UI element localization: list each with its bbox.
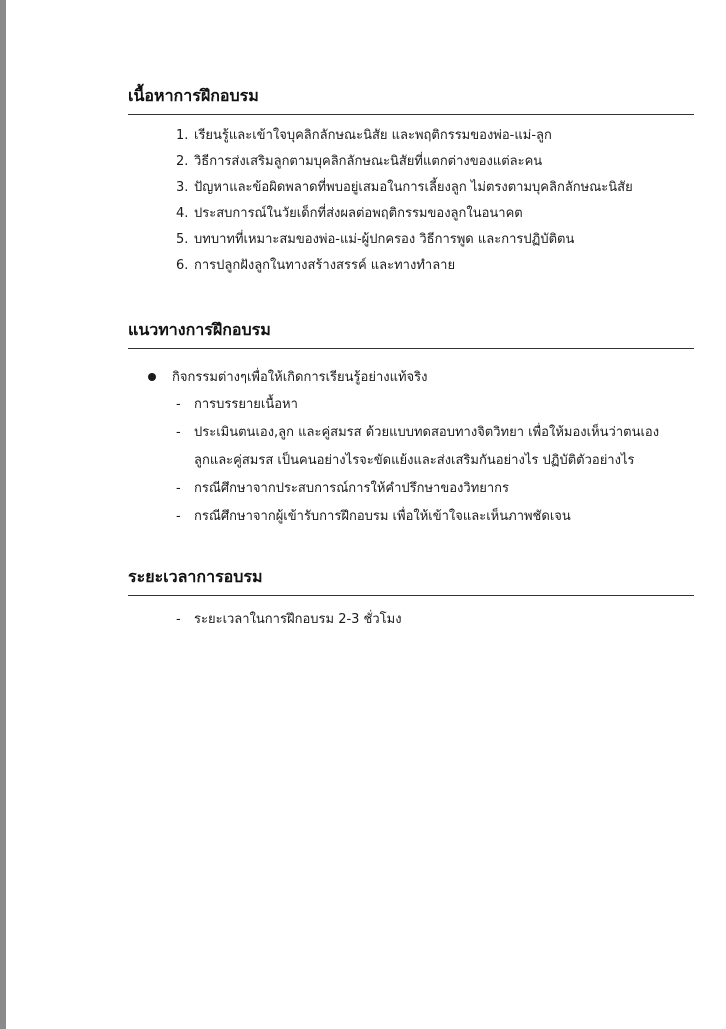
item-text: ระยะเวลาในการฝึกอบรม 2-3 ชั่วโมง <box>194 612 402 627</box>
section-divider <box>128 348 694 349</box>
dash-icon: - <box>176 481 181 496</box>
item-number: 1. <box>176 128 189 143</box>
item-text: กรณีศึกษาจากผู้เข้ารับการฝึกอบรม เพื่อให้เข้าใจและเห็นภาพชัดเจน <box>194 509 571 524</box>
dash-icon: - <box>176 397 181 412</box>
list-item <box>128 123 694 149</box>
list-item <box>128 419 694 475</box>
item-number: 6. <box>176 258 189 273</box>
item-text: เรียนรู้และเข้าใจบุคลิกลักษณะนิสัย และพฤติกรรมของพ่อ-แม่-ลูก <box>194 128 552 143</box>
section-title-approach: แนวทางการฝึกอบรม <box>128 320 271 339</box>
item-text: วิธีการส่งเสริมลูกตามบุคลิกลักษณะนิสัยที่แตกต่างของแต่ละคน <box>194 154 543 169</box>
list-item <box>128 503 694 531</box>
section-content <box>128 84 694 279</box>
list-item <box>128 175 694 201</box>
section-title-content: เนื้อหาการฝึกอบรม <box>128 86 259 105</box>
item-number: 5. <box>176 232 189 247</box>
item-text: ประสบการณ์ในวัยเด็กที่ส่งผลต่อพฤติกรรมของลูกในอนาคต <box>194 206 523 221</box>
item-number: 3. <box>176 180 189 195</box>
section-approach <box>128 318 694 531</box>
content-list <box>128 123 694 279</box>
list-item <box>128 227 694 253</box>
bullet-text: กิจกรรมต่างๆเพื่อให้เกิดการเรียนรู้อย่างแท้จริง <box>172 370 428 385</box>
list-item <box>128 606 694 634</box>
dash-icon: - <box>176 509 181 524</box>
item-number: 4. <box>176 206 189 221</box>
item-text: กรณีศึกษาจากประสบการณ์การให้คำปรึกษาของวิทยากร <box>194 481 510 496</box>
dash-icon: - <box>176 425 181 440</box>
item-text: ประเมินตนเอง,ลูก และคู่สมรส ด้วยแบบทดสอบทางจิตวิทยา เพื่อให้มองเห็นว่าตนเอง <box>194 425 660 440</box>
item-text: บทบาทที่เหมาะสมของพ่อ-แม่-ผู้ปกครอง วิธีการพูด และการปฏิบัติตน <box>194 232 575 247</box>
list-item <box>128 391 694 419</box>
item-number: 2. <box>176 154 189 169</box>
list-item <box>128 253 694 279</box>
bullet-icon <box>148 373 156 381</box>
dash-icon: - <box>176 612 181 627</box>
list-item <box>128 201 694 227</box>
list-item <box>128 475 694 503</box>
item-text-continued: ลูกและคู่สมรส เป็นคนอย่างไรจะขัดแย้งและส่งเสริมกันอย่างไร ปฏิบัติตัวอย่างไร <box>194 453 635 468</box>
approach-sublist <box>128 391 694 531</box>
duration-list <box>128 606 694 634</box>
item-text: การปลูกฝังลูกในทางสร้างสรรค์ และทางทำลาย <box>194 258 456 273</box>
list-item <box>128 149 694 175</box>
section-divider <box>128 114 694 115</box>
section-duration <box>128 565 694 634</box>
item-text: การบรรยายเนื้อหา <box>194 397 298 412</box>
bullet-item <box>128 365 694 391</box>
document-page <box>6 0 726 1029</box>
section-title-duration: ระยะเวลาการอบรม <box>128 567 263 586</box>
section-divider <box>128 595 694 596</box>
item-text: ปัญหาและข้อผิดพลาดที่พบอยู่เสมอในการเลี้ยงลูก ไม่ตรงตามบุคลิกลักษณะนิสัย <box>194 180 633 195</box>
